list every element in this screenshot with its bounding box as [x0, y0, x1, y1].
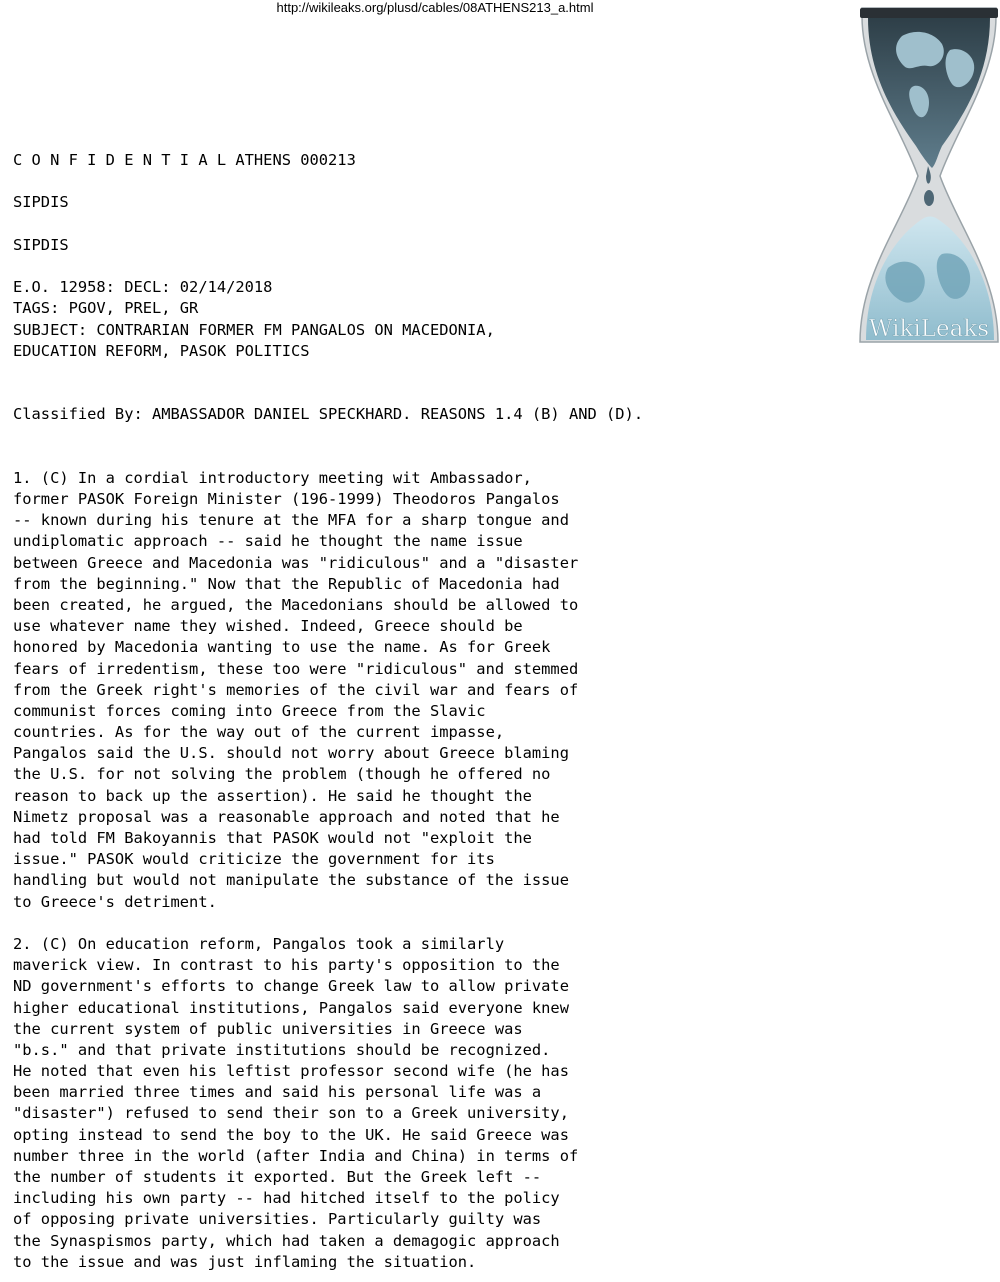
- cable-line: communist forces coming into Greece from the Slavic: [13, 701, 486, 720]
- cable-line: He noted that even his leftist professor second wife (he has: [13, 1062, 569, 1081]
- logo-wordmark: WikiLeaks: [868, 316, 990, 342]
- cable-line: TAGS: PGOV, PREL, GR: [13, 299, 199, 318]
- cable-body: [13, 150, 853, 1273]
- cable-line: [13, 447, 853, 468]
- cable-line: to Greece's detriment.: [13, 892, 217, 911]
- cable-line: -- known during his tenure at the MFA for a sharp tongue and: [13, 511, 569, 530]
- cable-line: E.O. 12958: DECL: 02/14/2018: [13, 278, 273, 297]
- cable-line: 1. (C) In a cordial introductory meeting wit Ambassador,: [13, 468, 532, 487]
- hourglass-cap: [860, 8, 998, 18]
- cable-line: issue." PASOK would criticize the government for its: [13, 850, 495, 869]
- cable-line: including his own party -- had hitched itself to the policy: [13, 1189, 560, 1208]
- cable-line: honored by Macedonia wanting to use the name. As for Greek: [13, 638, 551, 657]
- cable-line: C O N F I D E N T I A L ATHENS 000213: [13, 151, 356, 169]
- cable-line: "b.s." and that private institutions should be recognized.: [13, 1040, 551, 1059]
- cable-line: [13, 214, 853, 235]
- cable-line: SUBJECT: CONTRARIAN FORMER FM PANGALOS ON MACEDONIA,: [13, 320, 495, 339]
- cable-line: handling but would not manipulate the substance of the issue: [13, 871, 569, 890]
- cable-line: fears of irredentism, these too were "ridiculous" and stemmed: [13, 659, 579, 678]
- cable-line: "disaster") refused to send their son to a Greek university,: [13, 1104, 569, 1123]
- cable-line: been married three times and said his personal life was a: [13, 1083, 542, 1102]
- cable-line: Classified By: AMBASSADOR DANIEL SPECKHARD. REASONS 1.4 (B) AND (D).: [13, 405, 644, 424]
- drip-icon: [924, 190, 934, 206]
- source-url[interactable]: http://wikileaks.org/plusd/cables/08ATHENS213_a.html: [276, 0, 594, 15]
- cable-line: from the Greek right's memories of the civil war and fears of: [13, 680, 579, 699]
- cable-line: higher educational institutions, Pangalos said everyone knew: [13, 998, 569, 1017]
- cable-line: [13, 425, 853, 446]
- cable-line: SIPDIS: [13, 235, 69, 254]
- cable-line: opting instead to send the boy to the UK. He said Greece was: [13, 1125, 569, 1144]
- cable-line: to the issue and was just inflaming the situation.: [13, 1252, 477, 1271]
- cable-line: had told FM Bakoyannis that PASOK would not "exploit the: [13, 829, 532, 847]
- cable-line: of opposing private universities. Particularly guilty was: [13, 1210, 542, 1229]
- cable-line: Nimetz proposal was a reasonable approach and noted that he: [13, 807, 560, 826]
- cable-line: [13, 171, 853, 192]
- cable-line: [13, 362, 853, 383]
- cable-line: SIPDIS: [13, 193, 69, 212]
- cable-line: countries. As for the way out of the current impasse,: [13, 723, 505, 742]
- cable-line: use whatever name they wished. Indeed, Greece should be: [13, 617, 523, 636]
- cable-line: the number of students it exported. But the Greek left --: [13, 1168, 542, 1186]
- cable-line: [13, 383, 853, 404]
- cable-line: reason to back up the assertion). He said he thought the: [13, 786, 532, 805]
- cable-line: [13, 913, 853, 934]
- cable-line: [13, 256, 853, 277]
- cable-line: undiplomatic approach -- said he thought the name issue: [13, 532, 523, 551]
- cable-line: the Synaspismos party, which had taken a demagogic approach: [13, 1231, 560, 1250]
- cable-line: number three in the world (after India and China) in terms of: [13, 1146, 579, 1165]
- cable-line: Pangalos said the U.S. should not worry about Greece blaming: [13, 744, 569, 763]
- cable-line: EDUCATION REFORM, PASOK POLITICS: [13, 341, 310, 360]
- cable-line: maverick view. In contrast to his party's opposition to the: [13, 956, 560, 975]
- cable-line: former PASOK Foreign Minister (196-1999) Theodoros Pangalos: [13, 490, 560, 508]
- cable-line: the U.S. for not solving the problem (though he offered no: [13, 765, 551, 784]
- cable-line: the current system of public universities in Greece was: [13, 1019, 523, 1038]
- cable-line: between Greece and Macedonia was "ridiculous" and a "disaster: [13, 553, 579, 572]
- cable-line: been created, he argued, the Macedonians should be allowed to: [13, 595, 579, 614]
- cable-line: ND government's efforts to change Greek law to allow private: [13, 977, 569, 996]
- cable-line: from the beginning." Now that the Republic of Macedonia had: [13, 574, 560, 593]
- cable-line: 2. (C) On education reform, Pangalos took a similarly: [13, 934, 505, 953]
- wikileaks-logo: [858, 6, 1000, 346]
